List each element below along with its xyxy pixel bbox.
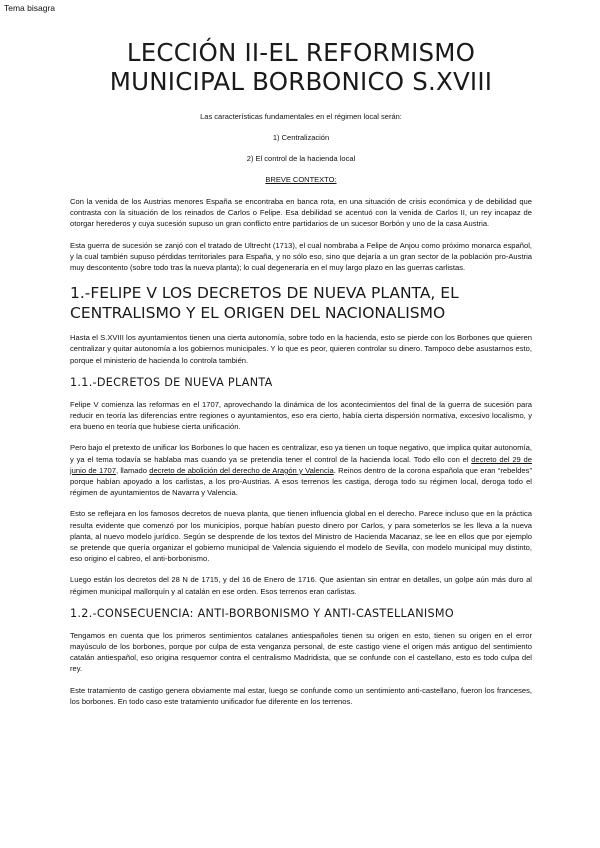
subsection-1-1-paragraph-4: Luego están los decretos del 28 N de 1715, y del 16 de Enero de 1716. Que asientan sin entrar en detalles, un golpe aún más duro al régimen municipal mallorquín y al catalán en ese orden. Esos terrenos eran carlistas.	[70, 575, 532, 596]
subsection-1-1-paragraph-2	[70, 442, 532, 498]
subsection-1-1-paragraph-3: Esto se reflejara en los famosos decretos de nueva planta, que tienen influencia global en el derecho. Parece incluso que en la práctica resulta evidente que comenzó por los municipios, porque habían puesto dinero por Carlos, y para someterlos se les lleva a la nueva planta, al nuevo modelo jurídico. Según se desprende de los textos del Ministro de Hacienda Macanaz, se lee en ellos que por ejemplo se pretende que quería organizar el gobierno municipal de Valencia siguiendo el modelo de Sevilla, con modelo municipal muy distinto, eso origino el cabreo, el anti-borbonismo.	[70, 509, 532, 564]
context-paragraph-2: Esta guerra de sucesión se zanjó con el tratado de Ultrecht (1713), el cual nombraba a Felipe de Anjou como próximo monarca español, y la cual también supuso pérdidas territoriales para España, y no sólo eso, sino que dejaría a un gran sector de la población pro-Austria muy descontento (sobre todo tras la nueva planta); lo cual degeneraría en el muy largo plazo en las guerras carlistas.	[70, 240, 532, 273]
section-1-heading: 1.-FELIPE V LOS DECRETOS DE NUEVA PLANTA, EL CENTRALISMO Y EL ORIGEN DEL NACIONALISMO	[70, 284, 459, 323]
subsection-1-2-paragraph-1: Tengamos en cuenta que los primeros sentimientos catalanes antiespañoles tienen su origen en esto, tienen su origen en el error mayúsculo de los borbones, porque por culpa de esta venganza personal, de este castigo viene el origen más antiguo del sentimiento catalán antiespañol, eso origina resquemor contra el centralismo Madridista, que se confunde con el castellano, esto es todo culpa del rey.	[70, 630, 532, 674]
subsection-1-2-heading: 1.2.-CONSECUENCIA: ANTI-BORBONISMO Y ANTI-CASTELLANISMO	[70, 606, 454, 620]
context-heading: BREVE CONTEXTO:	[265, 175, 337, 184]
subsection-1-2-paragraph-2: Este tratamiento de castigo genera obviamente mal estar, luego se confunde como un sentimiento anti-castellano, fueron los franceses, los borbones. En todo caso este tratamiento unificador fue diferente en los terrenos.	[70, 685, 532, 706]
p2-text-c: . Reinos dentro de la corona española que eran “rebeldes” porque habían apoyado a los carlistas, a los pro-Austrias. A esos terrenos les castiga, deroga todo su régimen local, deroga todo el régimen de ayuntamientos de Navarra y Valencia.	[70, 465, 532, 498]
section-1-paragraph: Hasta el S.XVIII los ayuntamientos tienen una cierta autonomía, sobre todo en la hacienda, esto se pierde con los Borbones que quieren centralizar y quitar autonomía a los gobiernos municipales. Y lo que es peor, quieren controlar su dinero. Tampoco debe asustarnos esto, porque el ministerio de hacienda lo controla también.	[70, 333, 532, 365]
intro-item-1: 1) Centralización	[272, 133, 330, 142]
intro-item-2: 2) El control de la hacienda local	[246, 154, 356, 163]
decree-1707-link[interactable]: decreto del 29 de junio de 1707	[70, 454, 532, 475]
header-label: Tema bisagra	[4, 3, 56, 13]
decree-abolition-link[interactable]: decreto de abolición del derecho de Aragón y Valencia	[149, 465, 334, 475]
document-title: LECCIÓN II-EL REFORMISMO MUNICIPAL BORBONICO S.XVIII	[109, 38, 493, 96]
context-paragraph-1: Con la venida de los Austrias menores España se encontraba en banca rota, en una situación de crisis económica y de debilidad que contrasta con la situación de los reinados de Carlos o Felipe. Esa debilidad se acentuó con la venida de Carlos II, un rey incapaz de otorgar herederos y cuya sucesión supuso un gran conflicto entre partidarios de un sucesor Borbón y uno de la casa Austria.	[70, 197, 532, 229]
subsection-1-1-heading: 1.1.-DECRETOS DE NUEVA PLANTA	[70, 375, 273, 389]
p2-text-a: Pero bajo el pretexto de unificar los Borbones lo que hacen es centralizar, eso ya tienen un toque negativo, que implica quitar autonomía, y ya el tema todavía se hablaba mas cuando ya se pretendía tener el control de la hacienda local. Todo ello con el	[70, 443, 532, 464]
subsection-1-1-paragraph-1: Felipe V comienza las reformas en el 1707, aprovechando la dinámica de los acontecimientos del final de la guerra de sucesión para reducir en teoría las diferencias entre regiones o ayuntamientos, eso era cierto, había cierta dispersión normativa, excesivo localismo, y era bueno en teoría que hubiese cierta unificación.	[70, 399, 532, 432]
document-page	[70, 38, 532, 717]
intro-lead: Las características fundamentales en el régimen local serán:	[200, 112, 402, 121]
p2-text-b: , llamado	[115, 465, 150, 475]
